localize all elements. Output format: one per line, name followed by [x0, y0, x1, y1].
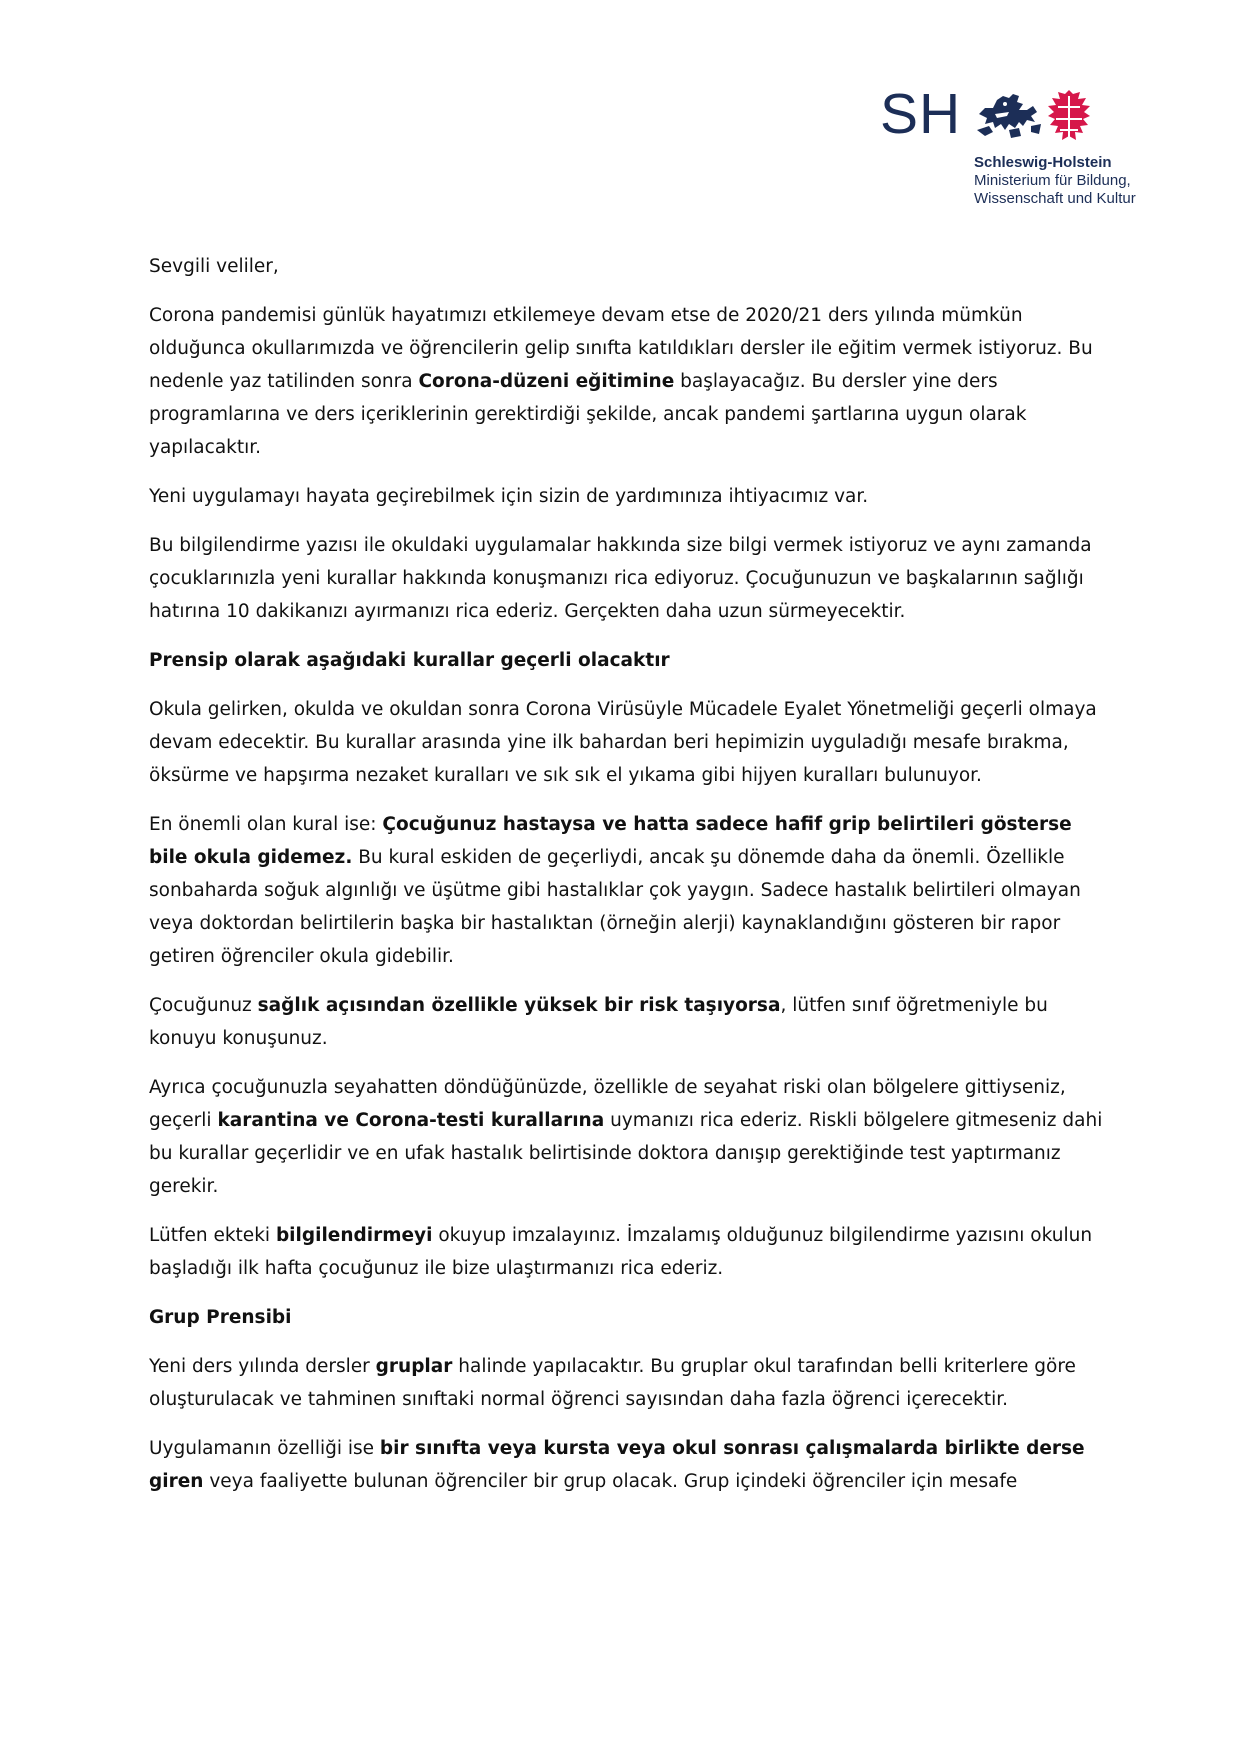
- paragraph-text: başlayacağız. Bu dersler yine ders programlarına ve ders içeriklerinin gerektirdiği şekilde, ancak pandemi şartlarına uygun olarak yapılacaktır.: [149, 371, 1027, 458]
- emphasis-text: bilgilendirmeyi: [275, 1225, 433, 1246]
- section-heading-rules: Prensip olarak aşağıdaki kurallar geçerli olacaktır: [149, 650, 670, 671]
- paragraph-text: uymanızı rica ederiz. Riskli bölgelere gitmeseniz dahi bu kurallar geçerlidir ve en ufak hastalık belirtisinde doktora danışıp gerektiğinde test yaptırmanız gerekir.: [149, 1110, 1103, 1197]
- paragraph-text: Yeni ders yılında dersler: [149, 1356, 376, 1377]
- logo-ministry-line-1: Ministerium für Bildung,: [974, 172, 1131, 189]
- paragraph-signature: [149, 1219, 1104, 1285]
- paragraph-text: Corona pandemisi günlük hayatımızı etkilemeye devam etse de 2020/21 ders yılında mümkün olduğunca okullarımızda ve öğrencilerin gelip sınıfta katıldıkları dersler ile eğitim vermek istiyoruz. Bu nedenle yaz tatilinden sonra: [149, 305, 1093, 392]
- paragraph-purpose: Bu bilgilendirme yazısı ile okuldaki uygulamalar hakkında size bilgi vermek istiyoruz ve aynı zamanda çocuklarınızla yeni kurallar hakkında konuşmanızı rica ediyoruz. Çocuğunuzun ve başkalarının sağlığı hatırına 10 dakikanızı ayırmanızı rica ederiz. Gerçekten daha uzun sürmeyecektir.: [149, 535, 1092, 622]
- emphasis-text: sağlık açısından özellikle yüksek bir risk taşıyorsa: [257, 995, 781, 1016]
- emphasis-text: karantina ve Corona-testi kurallarına: [217, 1110, 605, 1131]
- emphasis-text: gruplar: [375, 1356, 453, 1377]
- logo-abbreviation: SH: [880, 82, 962, 146]
- letter-body: [149, 250, 1104, 1514]
- ministry-logo: [880, 84, 1200, 214]
- salutation: Sevgili veliler,: [149, 256, 279, 277]
- paragraph-group-detail: [149, 1432, 1104, 1498]
- paragraph-text: okuyup imzalayınız. İmzalamış olduğunuz bilgilendirme yazısını okulun başladığı ilk hafta çocuğunuz ile bize ulaştırmanızı rica ederiz.: [149, 1225, 1093, 1279]
- paragraph-text: veya faaliyette bulunan öğrenciler bir grup olacak. Grup içindeki öğrenciler için mesafe: [203, 1471, 1018, 1492]
- paragraph-illness-rule: [149, 808, 1104, 973]
- paragraph-text: Ayrıca çocuğunuzla seyahatten döndüğünüzde, özellikle de seyahat riski olan bölgelere gittiyseniz, geçerli: [149, 1077, 1066, 1131]
- emphasis-text: Çocuğunuz hastaysa ve hatta sadece hafif grip belirtileri gösterse bile okula gidemez.: [149, 814, 1072, 868]
- paragraph-regulation: Okula gelirken, okulda ve okuldan sonra Corona Virüsüyle Mücadele Eyalet Yönetmeliği geçerli olmaya devam edecektir. Bu kurallar arasında yine ilk bahardan beri hepimizin uyguladığı mesafe bırakma, öksürme ve hapşırma nezaket kuralları ve sık sık el yıkama gibi hijyen kuralları bulunuyor.: [149, 699, 1097, 786]
- logo-ministry-line-2: Wissenschaft und Kultur: [974, 190, 1136, 207]
- paragraph-text: En önemli olan kural ise:: [149, 814, 383, 835]
- nettle-leaf-icon: [1046, 88, 1092, 146]
- paragraph-help: Yeni uygulamayı hayata geçirebilmek için sizin de yardımınıza ihtiyacımız var.: [149, 486, 869, 507]
- paragraph-text: Lütfen ekteki: [149, 1225, 276, 1246]
- paragraph-risk: [149, 989, 1104, 1055]
- emphasis-text: bir sınıfta veya kursta veya okul sonrası çalışmalarda birlikte derse giren: [149, 1438, 1085, 1492]
- paragraph-text: halinde yapılacaktır. Bu gruplar okul tarafından belli kriterlere göre oluşturulacak ve tahminen sınıftaki normal öğrenci sayısından daha fazla öğrenci içerecektir.: [149, 1356, 1076, 1410]
- paragraph-text: Bu kural eskiden de geçerliydi, ancak şu dönemde daha da önemli. Özellikle sonbaharda soğuk algınlığı ve üşütme gibi hastalıklar çok yaygın. Sadece hastalık belirtileri olmayan veya doktordan belirtilerin başka bir hastalıktan (örneğin alerji) kaynaklandığını gösteren bir rapor getiren öğrenciler okula gidebilir.: [149, 847, 1081, 967]
- logo-caption: [974, 154, 1136, 208]
- emphasis-text: Corona-düzeni eğitimine: [418, 371, 675, 392]
- paragraph-intro: [149, 299, 1104, 464]
- section-heading-groups: Grup Prensibi: [149, 1307, 292, 1328]
- paragraph-groups: [149, 1350, 1104, 1416]
- logo-org-name: Schleswig-Holstein: [974, 154, 1112, 171]
- paragraph-text: Çocuğunuz: [149, 995, 258, 1016]
- lion-icon: [975, 86, 1045, 142]
- paragraph-travel: [149, 1071, 1104, 1203]
- paragraph-text: , lütfen sınıf öğretmeniyle bu konuyu konuşunuz.: [149, 995, 1048, 1049]
- paragraph-text: Uygulamanın özelliği ise: [149, 1438, 380, 1459]
